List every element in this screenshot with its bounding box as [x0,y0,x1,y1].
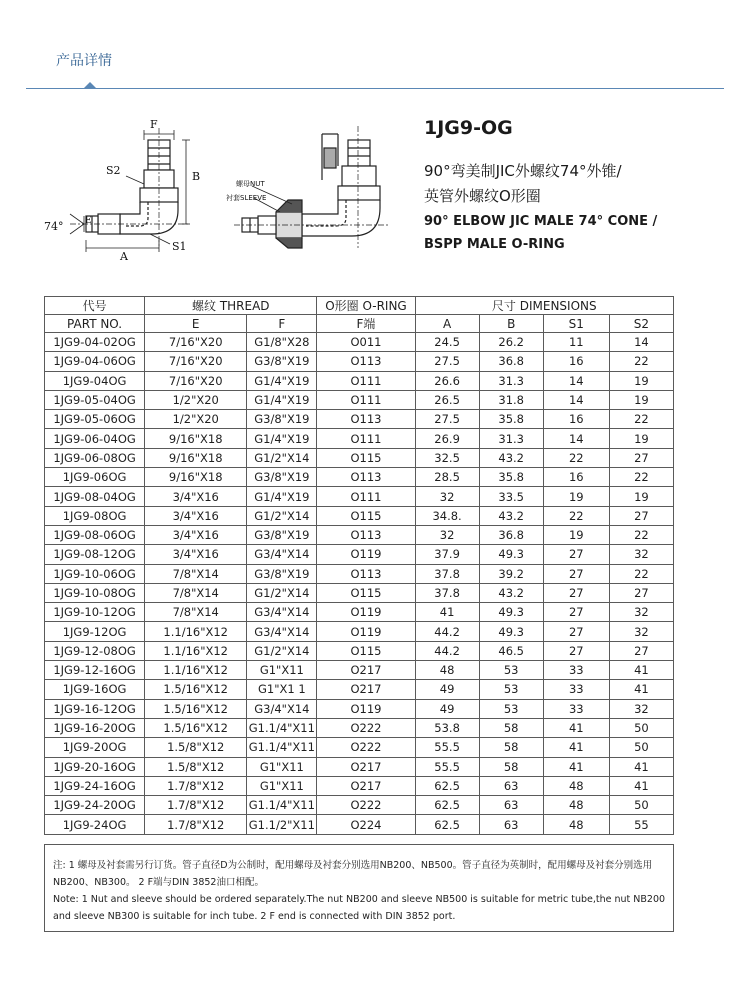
label-b: B [192,170,201,183]
cell-thread-f: G1"X11 [247,776,317,795]
table-row [45,603,674,622]
note-cn-2: NB200、NB300。 2 F端与DIN 3852油口相配。 [53,877,264,888]
cell-dim-a: 44.2 [415,641,479,660]
table-row [45,796,674,815]
cell-dim-b: 33.5 [479,487,543,506]
cell-part-no: 1JG9-08OG [45,506,145,525]
cell-dim-s2: 22 [609,468,673,487]
col-s1: S1 [543,315,609,333]
note-en-1: Note: 1 Nut and sleeve should be ordered separately.The nut NB200 and sleeve NB500 is suitable for metric tube,the nut NB200 [53,894,666,905]
cell-dim-a: 34.8. [415,506,479,525]
cell-dim-b: 35.8 [479,410,543,429]
cell-thread-e: 1.7/8"X12 [145,776,247,795]
cell-oring: O222 [317,718,415,737]
cell-dim-s1: 48 [543,815,609,834]
cell-thread-e: 3/4"X16 [145,487,247,506]
table-row [45,371,674,390]
cell-dim-b: 58 [479,738,543,757]
cell-dim-s2: 19 [609,429,673,448]
cell-dim-b: 31.3 [479,429,543,448]
cell-dim-s1: 22 [543,506,609,525]
col-thread: 螺纹 THREAD [145,297,317,315]
cell-thread-e: 7/8"X14 [145,583,247,602]
cell-dim-a: 26.9 [415,429,479,448]
label-s1: S1 [172,240,187,253]
cell-dim-s2: 32 [609,622,673,641]
col-f: F [247,315,317,333]
cell-thread-e: 1.7/8"X12 [145,815,247,834]
cell-dim-s2: 14 [609,333,673,352]
cell-part-no: 1JG9-05-04OG [45,390,145,409]
table-row [45,487,674,506]
cell-oring: O222 [317,738,415,757]
cell-dim-s2: 27 [609,448,673,467]
cell-thread-f: G1/2"X14 [247,641,317,660]
cell-part-no: 1JG9-20OG [45,738,145,757]
cell-dim-s2: 41 [609,776,673,795]
cell-dim-b: 31.8 [479,390,543,409]
note-en-2: and sleeve NB300 is suitable for inch tube. 2 F end is connected with DIN 3852 port. [53,911,456,922]
col-b: B [479,315,543,333]
cell-dim-b: 63 [479,796,543,815]
cell-dim-s2: 55 [609,815,673,834]
cell-thread-e: 9/16"X18 [145,468,247,487]
product-name-en-2: BSPP MALE O-RING [424,237,565,252]
section-marker-icon [84,82,96,88]
col-f-end: F端 [317,315,415,333]
cell-part-no: 1JG9-12-16OG [45,661,145,680]
cell-dim-s1: 11 [543,333,609,352]
cell-thread-f: G1"X1 1 [247,680,317,699]
cell-thread-e: 7/8"X14 [145,564,247,583]
table-row [45,525,674,544]
cell-dim-b: 46.5 [479,641,543,660]
cell-dim-s1: 41 [543,718,609,737]
cell-part-no: 1JG9-08-12OG [45,545,145,564]
label-e: E [85,216,92,226]
cell-thread-f: G1/4"X19 [247,487,317,506]
cell-dim-a: 48 [415,661,479,680]
cell-oring: O119 [317,622,415,641]
cell-dim-s2: 27 [609,641,673,660]
cell-dim-a: 53.8 [415,718,479,737]
table-row [45,429,674,448]
label-a: A [120,250,128,263]
cell-oring: O115 [317,641,415,660]
cell-thread-f: G1/2"X14 [247,583,317,602]
cell-dim-s2: 41 [609,680,673,699]
cell-part-no: 1JG9-06-04OG [45,429,145,448]
cell-dim-s2: 22 [609,410,673,429]
cell-part-no: 1JG9-12OG [45,622,145,641]
table-row [45,776,674,795]
table-row [45,390,674,409]
cell-dim-s2: 41 [609,661,673,680]
cell-dim-b: 39.2 [479,564,543,583]
section-divider [26,88,724,89]
cell-oring: O224 [317,815,415,834]
cell-dim-b: 63 [479,815,543,834]
cell-part-no: 1JG9-24-20OG [45,796,145,815]
cell-dim-s2: 22 [609,564,673,583]
cell-thread-f: G3/8"X19 [247,352,317,371]
cell-dim-b: 43.2 [479,506,543,525]
cell-dim-s1: 48 [543,796,609,815]
cell-dim-s2: 27 [609,506,673,525]
cell-dim-s1: 41 [543,738,609,757]
cell-dim-a: 24.5 [415,333,479,352]
cell-dim-s1: 27 [543,564,609,583]
cell-part-no: 1JG9-10-12OG [45,603,145,622]
cell-oring: O113 [317,525,415,544]
cell-dim-a: 49 [415,699,479,718]
cell-oring: O222 [317,796,415,815]
cell-oring: O113 [317,352,415,371]
table-row [45,333,674,352]
cell-thread-f: G3/4"X14 [247,699,317,718]
cell-thread-f: G3/4"X14 [247,603,317,622]
cell-thread-f: G3/8"X19 [247,564,317,583]
cell-part-no: 1JG9-05-06OG [45,410,145,429]
cell-dim-s2: 22 [609,352,673,371]
cell-thread-f: G3/8"X19 [247,468,317,487]
col-e: E [145,315,247,333]
cell-dim-a: 32.5 [415,448,479,467]
cell-dim-b: 35.8 [479,468,543,487]
cell-dim-s2: 50 [609,738,673,757]
product-name-cn-2: 英管外螺纹O形圈 [424,187,541,205]
table-row [45,699,674,718]
cell-thread-f: G1/8"X28 [247,333,317,352]
cell-thread-e: 1.5/8"X12 [145,738,247,757]
cell-part-no: 1JG9-04OG [45,371,145,390]
cell-dim-a: 37.9 [415,545,479,564]
cell-dim-b: 49.3 [479,603,543,622]
cell-part-no: 1JG9-12-08OG [45,641,145,660]
product-model: 1JG9-OG [424,117,513,139]
cell-thread-e: 1.5/16"X12 [145,680,247,699]
cell-oring: O217 [317,661,415,680]
table-row [45,448,674,467]
cell-oring: O113 [317,468,415,487]
cell-oring: O217 [317,680,415,699]
table-row [45,680,674,699]
cell-dim-s1: 19 [543,525,609,544]
cell-dim-a: 55.5 [415,757,479,776]
cell-thread-e: 1/2"X20 [145,410,247,429]
cell-thread-e: 1/2"X20 [145,390,247,409]
cell-dim-b: 63 [479,776,543,795]
cell-thread-f: G1/2"X14 [247,506,317,525]
cell-dim-b: 31.3 [479,371,543,390]
cell-thread-f: G1/2"X14 [247,448,317,467]
cell-dim-a: 32 [415,487,479,506]
table-row [45,815,674,834]
table-row [45,468,674,487]
cell-thread-e: 1.5/8"X12 [145,757,247,776]
cell-dim-b: 53 [479,699,543,718]
cell-dim-s1: 16 [543,410,609,429]
note-cn-1: 注: 1 螺母及衬套需另行订货。管子直径D为公制时，配用螺母及衬套分别选用NB200、NB500。管子直径为英制时，配用螺母及衬套分别选用 [53,860,653,871]
cell-part-no: 1JG9-20-16OG [45,757,145,776]
cell-part-no: 1JG9-10-06OG [45,564,145,583]
cell-thread-e: 7/16"X20 [145,333,247,352]
label-nut: 螺母NUT [236,180,265,188]
label-s2: S2 [106,164,121,177]
cell-dim-b: 58 [479,757,543,776]
cell-oring: O113 [317,410,415,429]
cell-dim-s1: 27 [543,603,609,622]
cell-dim-s1: 27 [543,622,609,641]
cell-thread-f: G1/4"X19 [247,429,317,448]
cell-thread-f: G1"X11 [247,757,317,776]
col-a: A [415,315,479,333]
cell-dim-a: 49 [415,680,479,699]
cell-thread-f: G1.1/4"X11 [247,718,317,737]
cell-dim-s1: 19 [543,487,609,506]
cell-dim-s2: 22 [609,525,673,544]
cell-dim-b: 36.8 [479,525,543,544]
cell-dim-s2: 19 [609,390,673,409]
cell-oring: O111 [317,371,415,390]
cell-dim-s1: 41 [543,757,609,776]
cell-thread-e: 3/4"X16 [145,545,247,564]
cell-thread-e: 1.5/16"X12 [145,699,247,718]
cell-dim-a: 62.5 [415,776,479,795]
cell-dim-s1: 14 [543,390,609,409]
cell-oring: O111 [317,429,415,448]
cell-thread-f: G3/4"X14 [247,545,317,564]
cell-thread-f: G1/4"X19 [247,371,317,390]
cell-dim-s1: 14 [543,429,609,448]
cell-oring: O119 [317,603,415,622]
table-row [45,757,674,776]
cell-dim-a: 32 [415,525,479,544]
cell-thread-e: 3/4"X16 [145,525,247,544]
cell-part-no: 1JG9-04-06OG [45,352,145,371]
cell-dim-a: 41 [415,603,479,622]
table-row [45,661,674,680]
cell-dim-b: 36.8 [479,352,543,371]
col-dimensions: 尺寸 DIMENSIONS [415,297,673,315]
cell-dim-s1: 48 [543,776,609,795]
cell-oring: O111 [317,390,415,409]
cell-thread-f: G1/4"X19 [247,390,317,409]
cell-thread-e: 7/8"X14 [145,603,247,622]
cell-thread-e: 1.5/16"X12 [145,718,247,737]
cell-thread-f: G1.1/2"X11 [247,815,317,834]
notes-box [44,844,674,932]
cell-oring: O115 [317,448,415,467]
cell-thread-f: G1"X11 [247,661,317,680]
cell-thread-f: G3/4"X14 [247,622,317,641]
cell-dim-a: 37.8 [415,564,479,583]
cell-dim-b: 53 [479,680,543,699]
cell-oring: O217 [317,776,415,795]
cell-dim-s1: 27 [543,641,609,660]
table-row [45,641,674,660]
cell-dim-b: 26.2 [479,333,543,352]
cell-dim-s1: 22 [543,448,609,467]
cell-dim-a: 55.5 [415,738,479,757]
spec-table [44,296,674,835]
cell-thread-e: 7/16"X20 [145,371,247,390]
cell-dim-s2: 19 [609,371,673,390]
cell-part-no: 1JG9-16-20OG [45,718,145,737]
table-row [45,622,674,641]
cell-part-no: 1JG9-08-04OG [45,487,145,506]
cell-dim-a: 28.5 [415,468,479,487]
cell-thread-e: 7/16"X20 [145,352,247,371]
table-row [45,738,674,757]
cell-oring: O217 [317,757,415,776]
cell-dim-b: 53 [479,661,543,680]
cell-dim-a: 26.5 [415,390,479,409]
cell-thread-f: G3/8"X19 [247,410,317,429]
cell-part-no: 1JG9-06-08OG [45,448,145,467]
cell-dim-s1: 27 [543,545,609,564]
cell-dim-s1: 14 [543,371,609,390]
cell-dim-s1: 16 [543,352,609,371]
cell-dim-b: 49.3 [479,545,543,564]
cell-dim-s2: 27 [609,583,673,602]
cell-oring: O115 [317,583,415,602]
table-row [45,506,674,525]
cell-dim-s2: 32 [609,603,673,622]
cell-part-no: 1JG9-04-02OG [45,333,145,352]
dimension-drawing [70,128,190,252]
cell-oring: O119 [317,545,415,564]
cell-thread-e: 1.7/8"X12 [145,796,247,815]
cell-oring: O119 [317,699,415,718]
cell-thread-e: 1.1/16"X12 [145,622,247,641]
cell-dim-s1: 33 [543,661,609,680]
product-drawing [40,118,410,278]
table-row [45,718,674,737]
cell-dim-a: 37.8 [415,583,479,602]
cell-dim-s2: 32 [609,545,673,564]
cell-part-no: 1JG9-16OG [45,680,145,699]
cell-dim-s1: 33 [543,699,609,718]
cell-thread-e: 9/16"X18 [145,448,247,467]
cell-dim-a: 44.2 [415,622,479,641]
cell-part-no: 1JG9-24-16OG [45,776,145,795]
cell-part-no: 1JG9-16-12OG [45,699,145,718]
cell-dim-s2: 32 [609,699,673,718]
cell-oring: O011 [317,333,415,352]
cell-part-no: 1JG9-06OG [45,468,145,487]
cell-oring: O115 [317,506,415,525]
cell-dim-b: 49.3 [479,622,543,641]
label-f: F [150,118,158,131]
label-sleeve: 衬套SLEEVE [226,194,267,202]
table-row [45,352,674,371]
cell-thread-f: G3/8"X19 [247,525,317,544]
product-name-cn-1: 90°弯美制JIC外螺纹74°外锥/ [424,162,622,180]
section-title: 产品详情 [56,53,112,69]
cell-thread-e: 1.1/16"X12 [145,641,247,660]
label-angle: 74° [44,220,64,233]
cell-dim-b: 58 [479,718,543,737]
cell-part-no: 1JG9-10-08OG [45,583,145,602]
cell-dim-a: 62.5 [415,815,479,834]
cell-dim-b: 43.2 [479,448,543,467]
cell-thread-e: 3/4"X16 [145,506,247,525]
cell-thread-e: 1.1/16"X12 [145,661,247,680]
col-oring: O形圈 O-RING [317,297,415,315]
col-part-cn: 代号 [45,297,145,315]
cell-dim-s2: 19 [609,487,673,506]
cell-part-no: 1JG9-08-06OG [45,525,145,544]
col-s2: S2 [609,315,673,333]
table-row [45,564,674,583]
cell-dim-a: 62.5 [415,796,479,815]
cell-dim-s2: 50 [609,718,673,737]
cell-oring: O111 [317,487,415,506]
cell-dim-s1: 16 [543,468,609,487]
cell-dim-a: 27.5 [415,410,479,429]
product-name-en-1: 90° ELBOW JIC MALE 74° CONE / [424,214,658,229]
cell-dim-s1: 33 [543,680,609,699]
cell-thread-f: G1.1/4"X11 [247,738,317,757]
col-part-en: PART NO. [45,315,145,333]
cell-dim-s1: 27 [543,583,609,602]
cell-dim-a: 27.5 [415,352,479,371]
cell-dim-b: 43.2 [479,583,543,602]
cell-oring: O113 [317,564,415,583]
cell-dim-a: 26.6 [415,371,479,390]
cell-dim-s2: 50 [609,796,673,815]
cell-thread-e: 9/16"X18 [145,429,247,448]
table-row [45,545,674,564]
cell-part-no: 1JG9-24OG [45,815,145,834]
cell-thread-f: G1.1/4"X11 [247,796,317,815]
cell-dim-s2: 41 [609,757,673,776]
table-row [45,583,674,602]
table-row [45,410,674,429]
